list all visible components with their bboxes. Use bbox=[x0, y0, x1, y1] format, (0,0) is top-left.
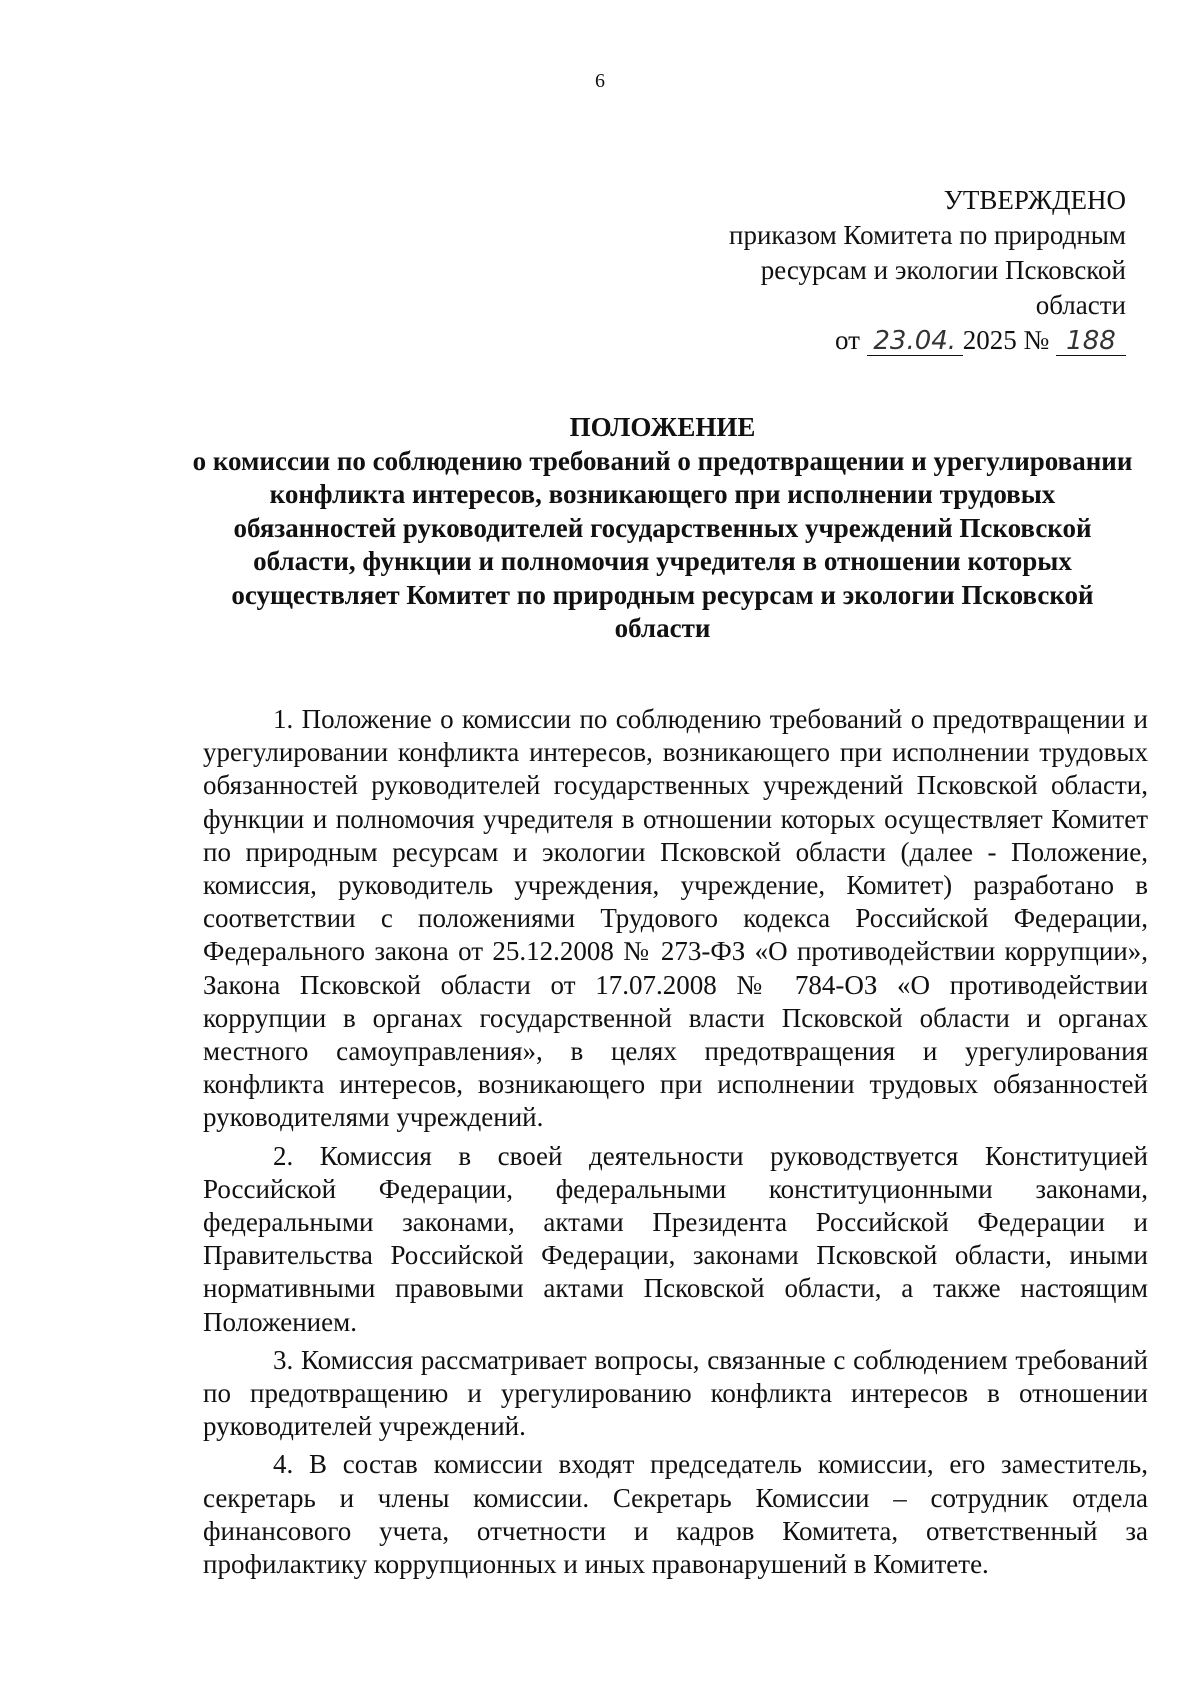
document-title: ПОЛОЖЕНИЕ bbox=[569, 412, 756, 442]
page-number: 6 bbox=[595, 70, 605, 92]
from-label: от bbox=[835, 325, 860, 355]
document-title-block bbox=[190, 411, 1135, 646]
approval-line-2: ресурсам и экологии Псковской bbox=[760, 255, 1126, 285]
paragraph-2: 2. Комиссия в своей деятельности руководствуется Конституцией Российской Федерации, федеральными конституционными законами, федеральными законами, актами Президента Российской Федерации и Правительства Российской Федерации, законами Псковской области, иными нормативными правовыми актами Псковской области, а также настоящим Положением. bbox=[203, 1140, 1148, 1337]
order-year: 2025 bbox=[962, 325, 1017, 355]
approval-stamp-block bbox=[706, 183, 1126, 358]
handwritten-number: 188 bbox=[1056, 327, 1126, 356]
document-subtitle: о комиссии по соблюдению требований о предотвращении и урегулировании конфликта интересов, возникающего при исполнении трудовых обязанностей руководителей государственных учреждений Псковской области, функции и полномочия учредителя в отношении которых осуществляет Комитет по природным ресурсам и экологии Псковской области bbox=[192, 445, 1133, 643]
document-body bbox=[203, 703, 1148, 1586]
approval-line-3: области bbox=[1035, 290, 1126, 320]
approved-heading: УТВЕРЖДЕНО bbox=[943, 185, 1126, 215]
order-date-line bbox=[706, 323, 1126, 358]
paragraph-1: 1. Положение о комиссии по соблюдению требований о предотвращении и урегулировании конфликта интересов, возникающего при исполнении трудовых обязанностей руководителей государственных учреждений Псковской области, функции и полномочия учредителя в отношении которых осуществляет Комитет по природным ресурсам и экологии Псковской области (далее - Положение, комиссия, руководитель учреждения, учреждение, Комитет) разработано в соответствии с положениями Трудового кодекса Российской Федерации, Федерального закона от 25.12.2008 № 273-ФЗ «О противодействии коррупции», Закона Псковской области от 17.07.2008 № 784-ОЗ «О противодействии коррупции в органах государственной власти Псковской области и органах местного самоуправления», в целях предотвращения и урегулирования конфликта интересов, возникающего при исполнении трудовых обязанностей руководителями учреждений. bbox=[203, 704, 1148, 1133]
number-label: № bbox=[1023, 325, 1050, 355]
paragraph-3: 3. Комиссия рассматривает вопросы, связанные с соблюдением требований по предотвращению и урегулированию конфликта интересов в отношении руководителей учреждений. bbox=[203, 1344, 1148, 1442]
approval-line-1: приказом Комитета по природным bbox=[729, 220, 1126, 250]
handwritten-date: 23.04. bbox=[867, 327, 963, 356]
paragraph-4: 4. В состав комиссии входят председатель комиссии, его заместитель, секретарь и члены комиссии. Секретарь Комиссии – сотрудник отдела финансового учета, отчетности и кадров Комитета, ответственный за профилактику коррупционных и иных правонарушений в Комитете. bbox=[203, 1449, 1148, 1580]
